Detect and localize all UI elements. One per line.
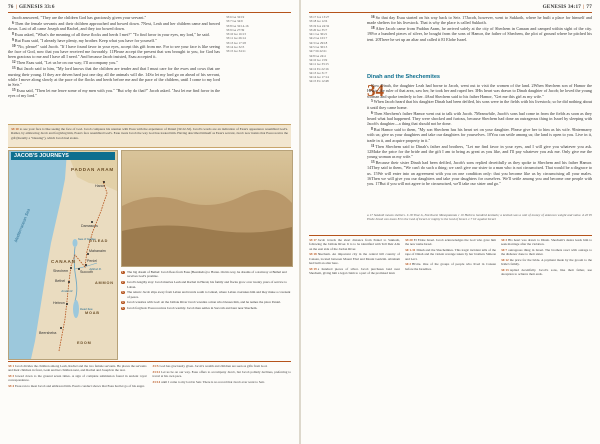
verse-text: Esau asked, "What's the meaning of all these flocks and herds I met?" "To find favor in your eyes, my lord," he said. bbox=[14, 32, 210, 38]
study-note bbox=[309, 252, 400, 265]
verse-text: Then Esau said, "Let us be on our way; I'll accompany you." bbox=[16, 60, 119, 66]
verse-number: 16 bbox=[371, 15, 375, 19]
legend-number-badge: 2 bbox=[122, 280, 124, 284]
verse-number: 11 bbox=[371, 143, 375, 148]
study-note-text: Hivite. One of the groups of people who lived in Canaan before the Israelites. bbox=[405, 262, 496, 271]
study-note bbox=[405, 262, 496, 271]
photo-foreground-shape bbox=[122, 225, 292, 266]
legend-number-badge: 3 bbox=[122, 290, 124, 294]
left-running-head: 76 | GENESIS 33:6 bbox=[8, 4, 55, 10]
cross-reference: 34:7 Dt 22:21 bbox=[309, 49, 327, 54]
sidebar-note-label: 33:10 bbox=[11, 127, 19, 131]
left-scripture-paragraph bbox=[8, 38, 220, 43]
right-scripture-paragraph bbox=[367, 127, 592, 143]
study-note-ref: 33:19 bbox=[309, 266, 317, 271]
study-note-ref: 34:3 bbox=[501, 238, 508, 242]
map-label-damascus: Damascus bbox=[81, 224, 98, 228]
map-label-gilead: GILEAD bbox=[89, 239, 109, 243]
map-label-sea-of-galilee: Sea of Galilee bbox=[78, 237, 96, 241]
right-scripture-paragraph bbox=[367, 160, 592, 186]
study-note-text: Esau ran to meet Jacob and embraced him. Esau's conduct shows that Esau had let go of his anger. bbox=[15, 384, 145, 388]
study-note bbox=[405, 248, 496, 261]
map-label-dead-sea: Dead Sea bbox=[80, 307, 93, 311]
study-note-text: Jacob travels the short distance from Peniel to Sukkoth, following the Jabbok River. It is to be identified with Tell Deir Alla on the east side of the Jordan River. bbox=[309, 238, 400, 251]
study-note-ref: 33:3 bbox=[8, 374, 15, 378]
legend-number-badge: 4 bbox=[122, 300, 124, 304]
map-label-mahanaim: Mahanaim bbox=[89, 249, 106, 253]
verse-text: When Jacob heard that his daughter Dinah had been defiled, his sons were in the fields with his livestock; so he did nothing about it until they came home. bbox=[367, 99, 592, 110]
map-label-hebron: Hebron bbox=[53, 301, 65, 305]
verse-text: But Jacob said to him, "My lord knows that the children are tender and that I must care for the ewes and cows that are nursing their young. If they are driven hard just one day, all the animals will die. 14So let my lord go on ahead of his servant, while I move along slowly at the pace of the flocks and herds before me and the pace of the children, until I come to my lord in Seir." bbox=[8, 66, 220, 88]
verse-number: 13 bbox=[371, 160, 375, 165]
right-scripture-top-paragraph bbox=[367, 26, 592, 42]
study-note-ref: 34:13 bbox=[501, 268, 509, 272]
study-note-text: a hundred pieces of silver. Jacob purchases land near Shechem, giving him a legal claim to a part of the promised land. bbox=[309, 266, 400, 276]
cross-reference: 34:2 Ge 10:17 bbox=[309, 36, 328, 41]
study-note-ref: 34:1-31 bbox=[405, 248, 416, 252]
verse-text: Esau said, "Then let me leave some of my men with you." "But why do that?" Jacob asked. "Just let me find favor in the eyes of my lord." bbox=[8, 88, 220, 99]
verse-text: Because their sister Dinah had been defiled, Jacob's sons replied deceitfully as they spoke to Shechem and his father Hamor. 14They said to them, "We can't do such a thing; we can't give our sister to a man who is not circumcised. That would be a disgrace to us. 15We will enter into an agreement with you on one condition only: that you become like us by circumcising all your males. 16Then we will give you our daughters and take your daughters for ourselves. We'll settle among you and become one people with you. 17But if you will not agree to be circumcised, we'll take our sister and go." bbox=[367, 160, 592, 187]
verse-text: Jacob answered, "They are the children God has graciously given your servant." bbox=[12, 15, 147, 20]
right-page bbox=[301, 0, 600, 444]
study-note-ref: 33:1 bbox=[8, 364, 15, 368]
map-legend-item bbox=[121, 280, 291, 289]
cross-reference: 33:10 Ge 16:13 bbox=[226, 32, 246, 37]
study-note-ref: 34:12 bbox=[501, 258, 509, 262]
map-label-moab: MOAB bbox=[85, 311, 100, 315]
verse-number: 8 bbox=[371, 127, 373, 132]
right-page-number: 77 bbox=[586, 4, 592, 10]
map-label-jordan-river: Jordan R. bbox=[61, 289, 74, 293]
journey-route-line bbox=[59, 181, 107, 351]
dead-sea-shape bbox=[73, 300, 79, 318]
map-label-ammon: AMMON bbox=[95, 281, 114, 285]
study-note-text: Shechem. An important city in the central hill country of Canaan, located between Mount Ebal and Mount Gerizim. Abraham had built an altar here. bbox=[309, 252, 400, 266]
study-note bbox=[153, 370, 292, 379]
study-note-ref: 34:7 bbox=[501, 248, 508, 252]
study-note-text: Jacob divides the children among Leah, Rachel and the two female servants. He places the servants and their children in front, Leah and her children next, and Rachel and Joseph in the rear. bbox=[8, 364, 147, 373]
cross-reference: 34:12 Ex 22:16 bbox=[309, 66, 329, 71]
study-note bbox=[8, 374, 147, 383]
left-scripture-paragraph bbox=[8, 32, 220, 37]
chapter-number: 34 bbox=[367, 81, 384, 100]
study-note-text: God has graciously given. Jacob's wealth and children are seen as gifts from God. bbox=[159, 364, 268, 368]
left-scripture-paragraph bbox=[8, 66, 220, 87]
cross-reference: 33:19 Jos 24:32 bbox=[309, 23, 330, 28]
left-scripture-paragraph bbox=[8, 44, 220, 60]
cross-reference: 34:11 Ge 33:15 bbox=[309, 62, 329, 67]
left-header-rule bbox=[8, 12, 291, 13]
verse-text: "No, please!" said Jacob. "If I have found favor in your eyes, accept this gift from me. For to see your face is like seeing the face of God, now that you have received me favorably. 11Please accept the present that was brought to you, for God has been gracious to me and I have all I need." And because Jacob insisted, Esau accepted it. bbox=[8, 43, 220, 60]
map-title: JACOB'S JOURNEYS bbox=[11, 152, 115, 160]
legend-text: Jacob's lengthy stay: Jacob marries Leah and Rachel in Haran; his family and flocks grow over twenty years of service to Laban. bbox=[127, 280, 287, 289]
study-note-text: the price for the bride. A payment made by the groom to the bride's family. bbox=[501, 258, 592, 267]
cross-reference: 33:20 Ge 35:7 bbox=[309, 27, 328, 32]
cross-reference: 34:13 Ge 31:7 bbox=[309, 70, 328, 75]
study-note bbox=[8, 384, 147, 388]
study-note bbox=[8, 364, 147, 373]
study-note-text: outrageous thing in Israel. The brothers react with outrage to the dishonor done to their sister. bbox=[501, 248, 592, 257]
verse-number: 5 bbox=[371, 99, 373, 104]
verse-text: Then Shechem's father Hamor went out to talk with Jacob. 7Meanwhile, Jacob's sons had come in from the fields as soon as they heard what had happened. They were shocked and furious, because Shechem had done an outrageous thing in Israel by sleeping with Jacob's daughter—a thing that should not be done. bbox=[367, 110, 592, 127]
verse-text: But Esau said, "I already have plenty, my brother. Keep what you have for yourself." bbox=[14, 37, 157, 43]
study-note-text: bowed down to the ground seven times. A sign of complete submission found in ancient royal correspondence. bbox=[8, 374, 147, 383]
study-note-ref: 33:17 bbox=[309, 238, 317, 242]
left-scripture-paragraph bbox=[8, 60, 220, 65]
right-scripture-paragraph bbox=[367, 99, 592, 110]
cross-reference: 34:8 Ge 24:4 bbox=[309, 53, 326, 58]
study-note bbox=[501, 248, 592, 257]
right-notes-rule bbox=[309, 235, 592, 236]
study-note-text: Dinah and the Shechemites. This tragic incident tells of the rape of Dinah and the violent revenge taken by her brothers Simeon and Levi. bbox=[405, 248, 496, 261]
left-scripture-column bbox=[8, 15, 220, 122]
map-label-succoth: Succoth bbox=[80, 270, 93, 274]
study-note-ref: 33:20 bbox=[405, 238, 413, 242]
left-cross-references bbox=[226, 15, 291, 122]
left-scripture-paragraph bbox=[8, 15, 220, 20]
right-scripture-column bbox=[367, 83, 592, 213]
verse-number: 15 bbox=[12, 88, 16, 93]
verse-number: 8 bbox=[12, 32, 14, 37]
map-label-beersheba: Beersheba bbox=[39, 331, 57, 335]
sidebar-note bbox=[11, 127, 288, 140]
legend-text: Jacob forgiven: Esau receives Jacob warmly. Jacob then settles in Succoth and later near Shechem. bbox=[127, 306, 258, 311]
verse-text: So that day Esau started on his way back to Seir. 17Jacob, however, went to Sukkoth, where he built a place for himself and made shelters for his livestock. That is why the place is called Sukkoth. bbox=[367, 15, 592, 26]
right-scripture-paragraph bbox=[367, 144, 592, 160]
map-label-mediterranean-sea: Mediterranean Sea bbox=[13, 207, 31, 243]
left-study-notes bbox=[8, 364, 291, 442]
left-book-ref: GENESIS 33:6 bbox=[18, 4, 55, 10]
study-note-ref: 34:2 bbox=[405, 262, 412, 267]
study-note bbox=[501, 268, 592, 277]
right-header-rule bbox=[309, 12, 592, 13]
map-legend-item bbox=[121, 306, 291, 310]
cross-reference: 33:18 Ge 12:6 bbox=[309, 19, 328, 24]
legend-text: Jacob wrestles with God: At the Jabbok River Jacob wrestles a man who blesses him, and he names the place Peniel. bbox=[127, 300, 281, 305]
study-note bbox=[153, 380, 292, 384]
map-label-paddan-aram: PADDAN ARAM bbox=[71, 167, 114, 172]
verse-text: But Hamor said to them, "My son Shechem has his heart set on your daughter. Please give her to him as his wife. 9Intermarry with us; give us your daughters and take our daughters for yourselves. 10You can settle among us; the land is open to you. Live in it, trade in it, and acquire property in it." bbox=[367, 127, 592, 143]
right-cross-references bbox=[309, 15, 363, 211]
left-notes-rule bbox=[8, 361, 291, 362]
cross-reference: 33:7 Ge 34:9 bbox=[226, 19, 243, 24]
left-page bbox=[0, 0, 299, 444]
photo-graphic bbox=[122, 151, 292, 266]
verse-number: 10 bbox=[12, 43, 16, 48]
verse-number: 9 bbox=[12, 37, 14, 42]
right-scripture-top-paragraph bbox=[367, 15, 592, 26]
verse-text: Now Dinah, the daughter Leah had borne to Jacob, went out to visit the women of the land. 2When Shechem son of Hamor the Hivite, the ruler of that area, saw her, he took her and raped her. 3His heart was drawn to Dinah daughter of Jacob; he loved the young woman and spoke tenderly to her. 4And Shechem said to his father Hamor, "Get me this girl as my wife." bbox=[367, 83, 592, 99]
verse-number: 18 bbox=[371, 26, 375, 31]
cross-reference: 33:8 Ge 32:14-16 bbox=[226, 23, 249, 28]
map-label-canaan: CANAAN bbox=[51, 259, 76, 264]
right-scripture-paragraph bbox=[367, 111, 592, 127]
cross-reference: 33:9 Ge 27:39 bbox=[226, 27, 245, 32]
study-note bbox=[405, 238, 496, 247]
study-note-text: replied deceitfully. Jacob's sons, like their father, use deception to achieve their ends. bbox=[501, 268, 592, 277]
legend-text: The big dream of Bethel: Jacob flees from Esau (Beersheba) to Haran. On his way, he dreams of a stairway at Bethel and receives God's promise. bbox=[127, 270, 287, 279]
landscape-photo bbox=[121, 150, 293, 267]
legend-number-badge: 5 bbox=[122, 306, 124, 310]
study-note-ref: 33:14 bbox=[152, 379, 161, 384]
mediterranean-sea-shape bbox=[9, 151, 67, 359]
map-legend-item bbox=[121, 290, 291, 299]
cross-reference: 33:11 Ge 26:14 bbox=[226, 36, 246, 41]
study-note bbox=[501, 258, 592, 267]
study-note-text: El Elohe Israel. Jacob acknowledges the God who gave him the new name Israel. bbox=[405, 238, 496, 247]
right-study-notes bbox=[309, 238, 592, 442]
sea-of-galilee-shape bbox=[73, 239, 78, 247]
cross-reference: 33:17 Jos 13:27 bbox=[309, 15, 330, 19]
map-label-bethel: Bethel bbox=[55, 279, 66, 283]
study-note-sidebar bbox=[8, 124, 291, 148]
right-book-ref: GENESIS 34:17 bbox=[542, 4, 582, 10]
study-note-text: until I come to my lord in Seir. There is no record that Jacob ever went to Seir. bbox=[161, 379, 265, 384]
study-note-text: Let us be on our way. Esau offers to accompany Jacob, but Jacob politely declines, preferring to travel at his own pace. bbox=[152, 369, 291, 378]
cross-reference: 34:3 Ge 29:18 bbox=[309, 40, 328, 45]
footnotes-text: a 17 Sukkoth means shelters. b 18 That is, Northwest Mesopotamia c 19 Hebrew hundred kesitahs; a kesitah was a unit of money of unknown weight and value. d 20 El Elohe Israel can mean El is the God of Israel or mighty is the God of Israel. e 7 Or against Israel bbox=[367, 213, 592, 222]
legend-number-badge: 1 bbox=[122, 270, 124, 274]
cross-reference: 33:15 Ge 34:11 bbox=[226, 49, 246, 54]
study-note-ref: 33:12 bbox=[152, 369, 161, 374]
map-legend bbox=[121, 270, 291, 312]
left-page-number: 76 bbox=[8, 4, 14, 10]
cross-reference: 34:15 Ex 12:48 bbox=[309, 79, 329, 84]
cross-reference: 34:10 Ge 13:9 bbox=[309, 57, 328, 62]
cross-reference: 34:14 Ge 17:14 bbox=[309, 75, 329, 80]
legend-text: The return: Jacob slips away from Laban and travels south to Gilead, where Laban overtakes him and they make a covenant of peace. bbox=[127, 290, 291, 299]
section-heading: Dinah and the Shechemites bbox=[367, 74, 441, 80]
map-legend-item bbox=[121, 270, 291, 279]
study-note-ref: 33:4 bbox=[8, 384, 15, 388]
right-scripture-paragraph bbox=[367, 83, 592, 99]
study-note bbox=[153, 364, 292, 368]
map-label-peniel: Peniel bbox=[87, 259, 97, 263]
map-legend-item bbox=[121, 300, 291, 304]
right-running-head: GENESIS 34:17 | 77 bbox=[542, 4, 592, 10]
left-scripture-paragraph bbox=[8, 88, 220, 99]
left-scripture-paragraph bbox=[8, 21, 220, 32]
study-note-text: His heart was drawn to Dinah. Shechem's desire leads him to seek marriage after the violation. bbox=[501, 238, 592, 247]
study-note-ref: 33:5 bbox=[152, 364, 159, 368]
verse-number: 6 bbox=[371, 110, 373, 115]
map-label-edom: EDOM bbox=[77, 341, 92, 345]
study-note bbox=[501, 238, 592, 247]
cross-reference: 33:6 Ge 32:19 bbox=[226, 15, 245, 19]
sidebar-note-text: to see your face is like seeing the face of God. Jacob compares his reunion with Esau with the experience of Peniel (32:22-32). Jacob's words are an indication of Esau's appearance resembled God's. Rather, by embracing Jacob and forgiving him, Esau's face resembled God's. Esau treats Jacob the way God has treated him. Having described himself as Esau's servant, Jacob now insists that Esau receive the gift (literally a "blessing"), which Jacob had stolen. bbox=[11, 127, 288, 140]
map-label-haran: Haran bbox=[95, 184, 105, 188]
verse-text: After Jacob came from Paddan Aram, he arrived safely at the city of Shechem in Canaan and camped within sight of the city. 19For a hundred pieces of silver, he bought from the sons of Hamor, the father of Shechem, the plot of ground where he pitched his tent. 20There he set up an altar and called it El Elohe Israel. bbox=[367, 26, 592, 42]
study-note bbox=[309, 267, 400, 276]
cross-reference: 33:14 Ge 32:3 bbox=[226, 45, 245, 50]
cross-reference: 33:13 Ge 17:18 bbox=[226, 40, 246, 45]
verse-text: Then the female servants and their children approached and bowed down. 7Next, Leah and her children came and bowed down. Last of all came Joseph and Rachel, and they too bowed down. bbox=[8, 20, 220, 32]
cross-reference: 34:1 Ge 30:21 bbox=[309, 32, 328, 37]
map-graphic bbox=[9, 151, 117, 359]
study-note-ref: 33:18 bbox=[309, 252, 317, 257]
verse-number: 13 bbox=[12, 66, 16, 71]
verse-number: 12 bbox=[12, 60, 16, 65]
verse-text: Then Shechem said to Dinah's father and brothers, "Let me find favor in your eyes, and I will give you whatever you ask. 12Make the price for the bride and the gift I am to bring as great as you like, and I'll pay whatever you ask me. Only give me the young woman as my wife." bbox=[367, 143, 592, 160]
study-note bbox=[309, 238, 400, 251]
map-label-shechem: Shechem bbox=[53, 269, 69, 273]
cross-reference: 34:5 Ge 30:13 bbox=[309, 45, 328, 50]
verse-number: 6 bbox=[12, 20, 14, 25]
map-label-jabbok-river: Jabbok R. bbox=[89, 267, 102, 271]
footnotes bbox=[367, 213, 592, 233]
jacobs-journeys-map bbox=[8, 150, 118, 360]
